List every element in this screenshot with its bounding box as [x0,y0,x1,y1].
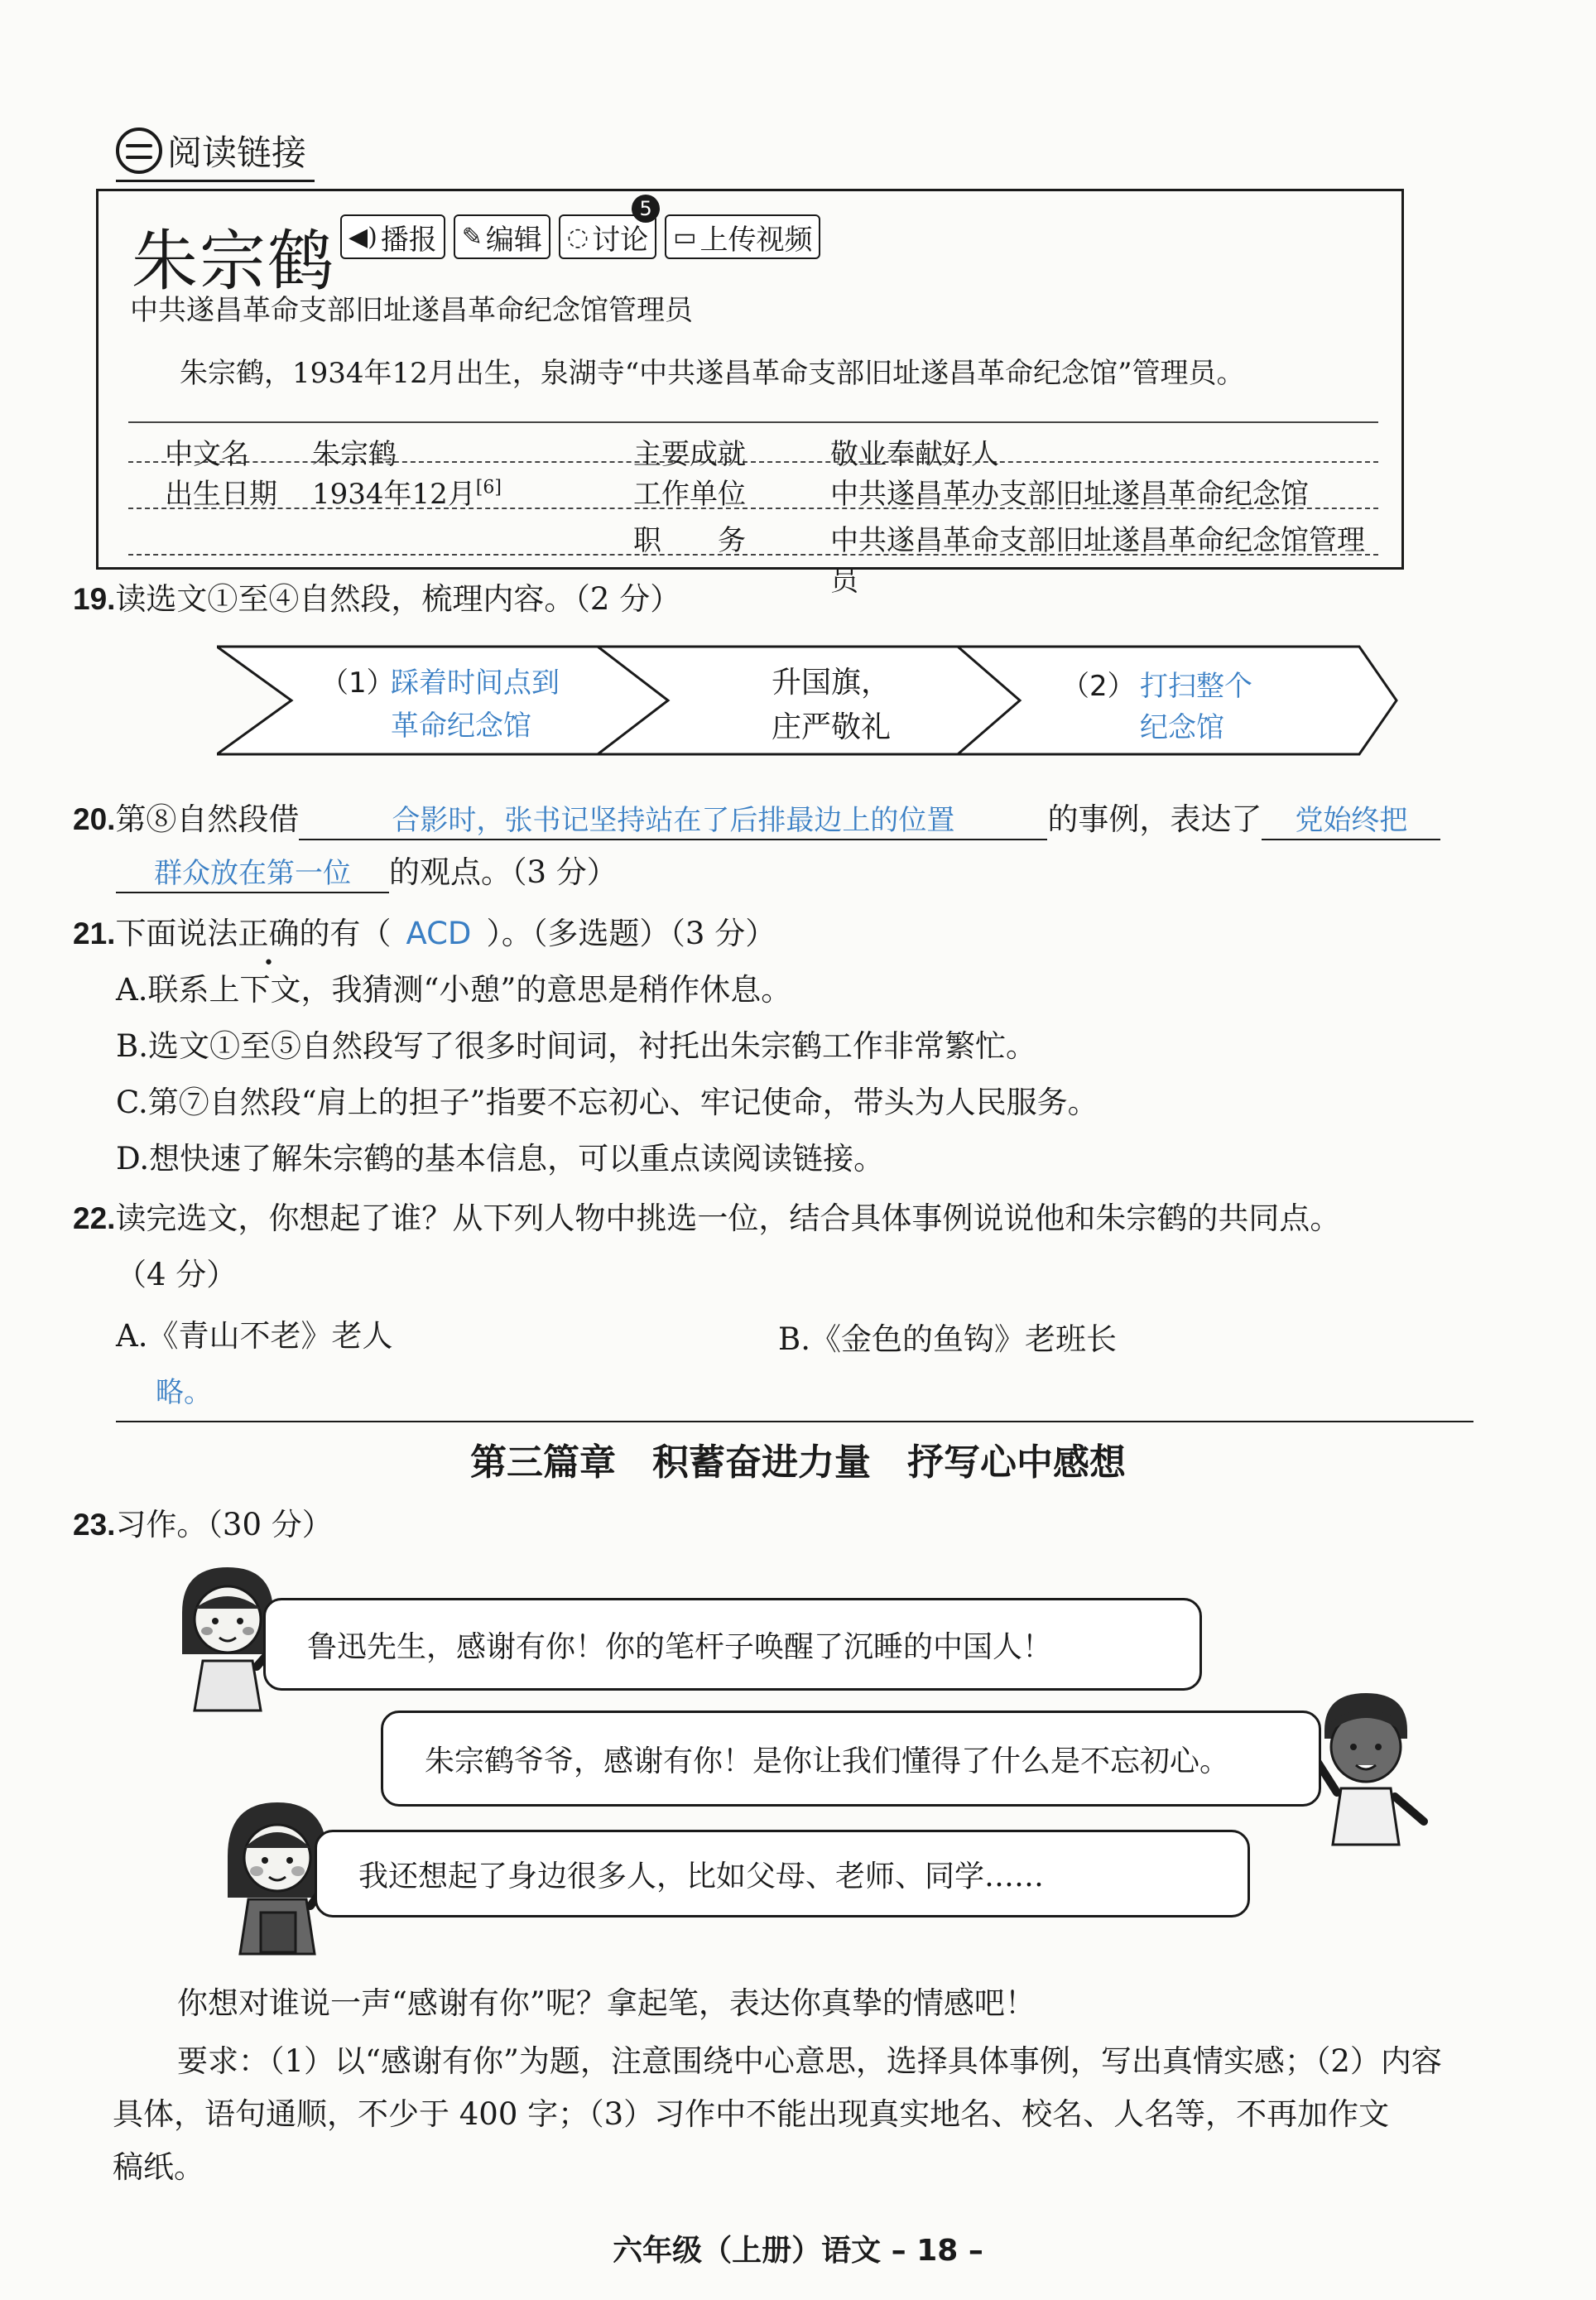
question-20-line2 [116,853,618,893]
question-number: 20. [73,802,116,836]
speech-bubble-2: 朱宗鹤爷爷，感谢有你！是你让我们懂得了什么是不忘初心。 [381,1711,1321,1807]
pencil-icon: ✎ [461,222,483,252]
question-22-score: （4 分） [116,1257,238,1292]
bio-name: 朱宗鹤 [132,223,335,300]
table-key: 出生日期 [165,478,277,511]
table-value: 敬业奉献好人 [830,438,999,471]
reading-link-header [116,124,306,177]
broadcast-button[interactable] [340,214,445,259]
broadcast-label: 播报 [380,223,437,257]
flow-answer-3b: 纪念馆 [1140,711,1224,744]
video-icon: ▭ [673,222,697,252]
question-number: 19. [73,582,116,616]
bio-button-bar [340,197,820,259]
table-value: 中共遂昌革办支部旧址遂昌革命纪念馆 [830,478,1309,511]
flow-answer-3a: 打扫整个 [1140,670,1252,703]
writing-requirements-line1: 要求：（1）以“感谢有你”为题，注意围绕中心意思，选择具体事例，写出真情实感；（2）内容 [177,2043,1442,2079]
question-text: 读选文①至④自然段，梳理内容。（2 分） [115,581,681,617]
speaker-icon: ◀) [349,222,377,252]
question-text: 的事例，表达了 [1047,801,1262,837]
question-22 [73,1199,1340,1239]
answer-line [116,1421,1473,1422]
flow-prefix-1: （1） [320,666,395,700]
question-21 [73,914,776,954]
flow-answer-1b: 革命纪念馆 [391,710,531,743]
writing-requirements-line3: 稿纸。 [113,2149,204,2185]
upload-video-label: 上传视频 [699,223,813,257]
option-c: C.第⑦自然段“肩上的担子”指要不忘初心、牢记使命，带头为人民服务。 [116,1085,1098,1120]
option-d: D.想快速了解朱宗鹤的基本信息，可以重点读阅读链接。 [116,1141,885,1176]
answer-blank-1[interactable]: 合影时，张书记坚持站在了后排最边上的位置 [299,802,1047,840]
option-a: A.《青山不老》老人 [116,1318,393,1354]
option-b: B.《金色的鱼钩》老班长 [778,1321,1117,1357]
flow-prefix-3: （2） [1061,670,1136,703]
question-number: 23. [73,1508,116,1542]
question-number: 22. [73,1201,116,1235]
question-text: ）。（多选题）（3 分） [486,916,776,951]
bio-card [96,189,1404,598]
speech-bubble-1: 鲁迅先生，感谢有你！你的笔杆子唤醒了沉睡的中国人！ [263,1598,1202,1691]
question-text: 的有（ [299,916,392,951]
question-number: 21. [73,917,116,950]
answer-text[interactable]: ACD [406,916,472,951]
discuss-label: 讨论 [592,223,649,257]
question-text: 习作。（30 分） [115,1507,333,1542]
writing-requirements-line2: 具体，语句通顺，不少于 400 字；（3）习作中不能出现真实地名、校名、人名等，不再加作文 [113,2096,1390,2132]
page-footer: 六年级（上册）语文 – 18 – [613,2234,983,2268]
question-text: 下面说法 [115,916,238,951]
option-a: A.联系上下文，我猜测“小憩”的意思是稍作休息。 [116,972,792,1008]
chat-icon: ◌ [566,222,589,252]
book-logo-icon [116,128,162,174]
discuss-count-badge: 5 [632,195,660,223]
table-value: 中共遂昌革命支部旧址遂昌革命纪念馆管理员 [830,524,1365,598]
question-text: 的观点。（3 分） [389,854,618,890]
table-value [312,471,502,512]
question-20-line1 [73,800,1440,840]
edit-button[interactable] [454,214,550,259]
flow-text-2b: 庄严敬礼 [772,710,892,744]
flow-text-2a: 升国旗， [772,666,892,700]
writing-prompt: 你想对谁说一声“感谢有你”呢？拿起笔，表达你真挚的情感吧！ [177,1985,1036,2021]
table-row [128,421,1378,471]
answer-blank-2a[interactable]: 党始终把 [1262,802,1440,840]
table-key: 工作单位 [633,478,746,511]
question-23 [73,1505,333,1545]
speech-bubble-3: 我还想起了身边很多人，比如父母、老师、同学…… [315,1830,1250,1917]
table-key: 主要成就 [633,438,746,471]
answer-text[interactable]: 略。 [156,1376,212,1409]
bio-info-table [128,421,1378,598]
chapter-title: 第三篇章 积蓄奋进力量 抒写心中感想 [470,1441,1126,1484]
bio-subtitle: 中共遂昌革命支部旧址遂昌革命纪念馆管理员 [130,294,693,327]
question-19 [73,580,680,619]
upload-video-button[interactable] [665,214,820,259]
table-key: 职 务 [633,524,746,557]
emphasis-text: 正确 [238,916,300,951]
flow-answer-1a: 踩着时间点到 [391,666,560,700]
answer-blank-2b[interactable]: 群众放在第一位 [116,855,389,893]
table-value: 朱宗鹤 [312,438,397,471]
option-b: B.选文①至⑤自然段写了很多时间词，衬托出朱宗鹤工作非常繁忙。 [116,1028,1036,1064]
header-underline [116,180,315,182]
edit-label: 编辑 [485,223,542,257]
question-text: 第⑧自然段借 [115,801,300,837]
reading-link-title: 阅读链接 [167,132,307,173]
discuss-button[interactable] [559,197,656,259]
table-key: 中文名 [165,438,249,471]
question-text: 读完选文，你想起了谁？从下列人物中挑选一位，结合具体事例说说他和朱宗鹤的共同点。 [115,1201,1341,1236]
citation-sup[interactable]: [6] [475,477,502,498]
table-row [128,463,1378,509]
table-row [128,509,1378,598]
birth-date: 1934年12月 [312,478,476,511]
bio-description: 朱宗鹤，1934年12月出生，泉湖寺“中共遂昌革命支部旧址遂昌革命纪念馆”管理员。 [180,357,1245,390]
content-flow-diagram [217,642,1401,758]
